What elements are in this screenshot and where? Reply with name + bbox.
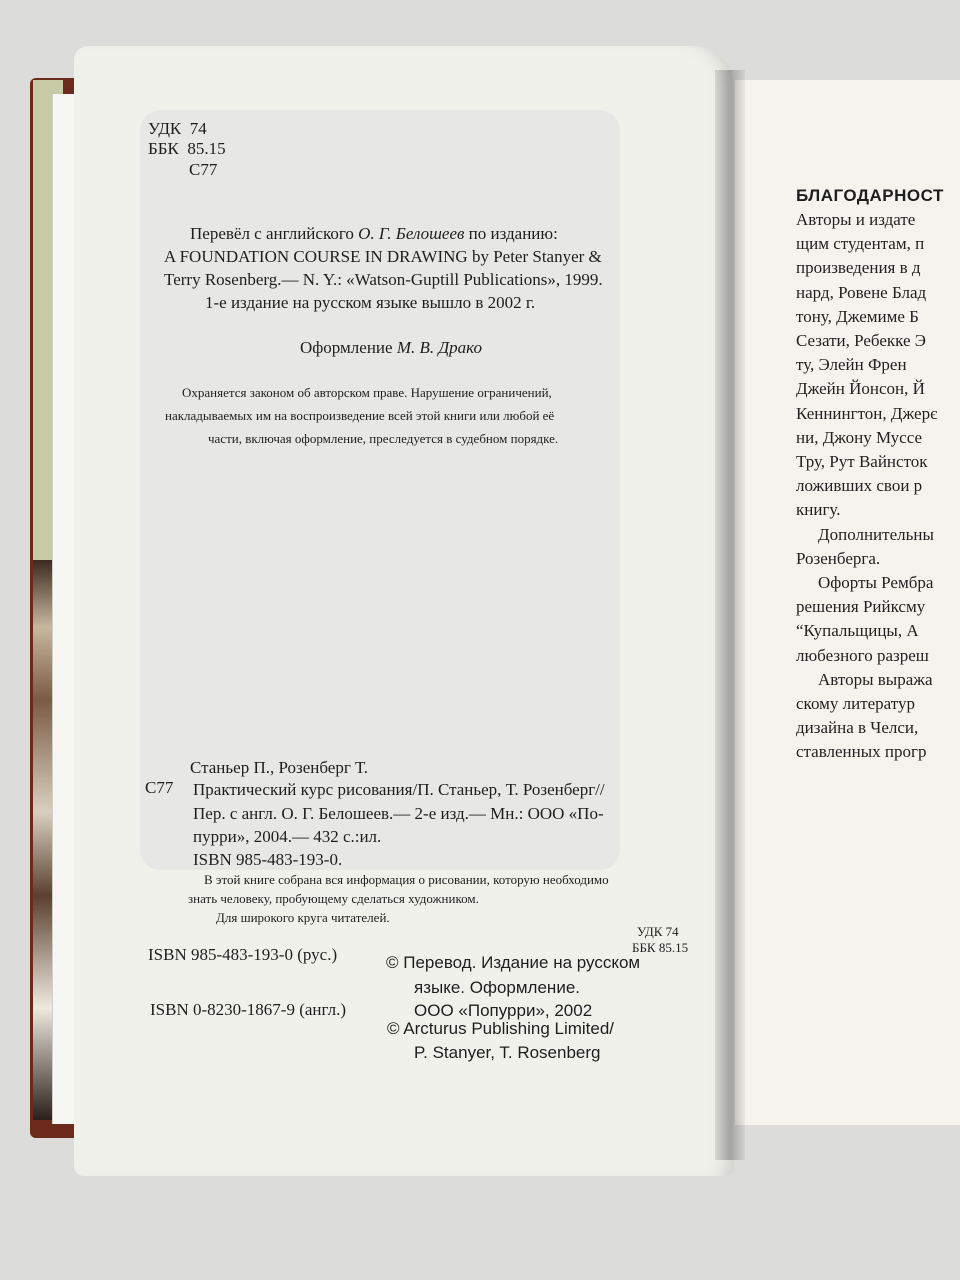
bbk-label: ББК 85.15 xyxy=(148,139,226,158)
copyright-original-1: © Arcturus Publishing Limited/ xyxy=(387,1019,615,1038)
catalog-line-1: Практический курс рисования/П. Станьер, Т. Розенберг// xyxy=(193,780,605,799)
right-page-line: “Купальщицы, А xyxy=(796,621,919,641)
right-page-line: щим студентам, п xyxy=(796,234,925,254)
right-page-line: ставленных прогр xyxy=(796,742,927,762)
catalog-code-top: С77 xyxy=(189,160,218,179)
right-page-line: тону, Джемиме Б xyxy=(796,306,919,326)
copyright-translation-1: © Перевод. Издание на русском xyxy=(386,953,641,972)
copyright-translation-2: языке. Оформление. xyxy=(414,978,580,997)
annotation-2: знать человеку, пробующему сделаться художником. xyxy=(188,891,479,906)
copyright-notice-3: части, включая оформление, преследуется в судебном порядке. xyxy=(208,431,559,446)
translation-line-3: Terry Rosenberg.— N. Y.: «Watson-Guptill Publications», 1999. xyxy=(164,270,603,289)
right-page-line: решения Рийксму xyxy=(796,597,926,617)
catalog-code: С77 xyxy=(145,778,174,797)
copyright-translation-3: ООО «Попурри», 2002 xyxy=(414,1001,593,1020)
copyright-notice-1: Охраняется законом об авторском праве. Нарушение ограничений, xyxy=(182,385,552,400)
right-page-line: ложивших свои р xyxy=(796,476,923,496)
catalog-isbn: ISBN 985-483-193-0. xyxy=(193,850,343,869)
catalog-line-3: пурри», 2004.— 432 с.:ил. xyxy=(193,827,382,846)
udk-bottom: УДК 74 xyxy=(637,924,679,939)
right-page-line: Розенберга. xyxy=(796,548,881,568)
catalog-line-2: Пер. с англ. О. Г. Белошеев.— 2-е изд.— Мн.: ООО «По- xyxy=(193,804,604,823)
copyright-notice-2: накладываемых им на воспроизведение всей этой книги или любой её xyxy=(165,408,555,423)
right-page-line: произведения в д xyxy=(796,258,921,278)
right-page-line: Дополнительны xyxy=(818,524,934,544)
right-page-line: книгу. xyxy=(796,500,841,520)
right-page-line: Джейн Йонсон, Й xyxy=(796,379,925,399)
right-page-heading: БЛАГОДАРНОСТ xyxy=(796,186,944,205)
design-credit: Оформление М. В. Драко xyxy=(300,338,482,357)
right-page-line: Сезати, Ребекке Э xyxy=(796,331,927,350)
udk-label: УДК 74 xyxy=(148,119,207,138)
annotation-1: В этой книге собрана вся информация о рисовании, которую необходимо xyxy=(204,872,609,887)
annotation-3: Для широкого круга читателей. xyxy=(216,910,390,925)
isbn-rus: ISBN 985-483-193-0 (рус.) xyxy=(148,945,338,964)
authors: Станьер П., Розенберг Т. xyxy=(190,758,368,777)
right-page-line: нард, Ровене Блад xyxy=(796,282,927,302)
bbk-bottom: ББК 85.15 xyxy=(632,940,689,955)
translation-line-2: A FOUNDATION COURSE IN DRAWING by Peter Stanyer & xyxy=(164,247,602,266)
right-page-line: ни, Джону Муссе xyxy=(796,427,922,447)
copyright-original-2: P. Stanyer, T. Rosenberg xyxy=(414,1043,601,1062)
translation-line-1: Перевёл с английского О. Г. Белошеев по изданию: xyxy=(190,224,558,243)
translation-line-4: 1-е издание на русском языке вышло в 2002 г. xyxy=(205,293,536,312)
right-page-line: любезного разреш xyxy=(796,645,929,665)
right-page-line: Авторы выража xyxy=(818,669,933,689)
right-page-line: Авторы и издате xyxy=(796,210,916,229)
right-page-line: Тру, Рут Вайнсток xyxy=(796,452,928,471)
right-page-line: ту, Элейн Френ xyxy=(796,355,907,375)
right-page-line: Офорты Рембра xyxy=(818,573,934,592)
book-gutter xyxy=(715,70,745,1160)
right-page-line: скому литератур xyxy=(796,694,915,713)
isbn-eng: ISBN 0-8230-1867-9 (англ.) xyxy=(150,1000,347,1019)
right-page-line: Кеннингтон, Джерє xyxy=(796,403,938,423)
right-page-line: дизайна в Челси, xyxy=(796,718,919,738)
